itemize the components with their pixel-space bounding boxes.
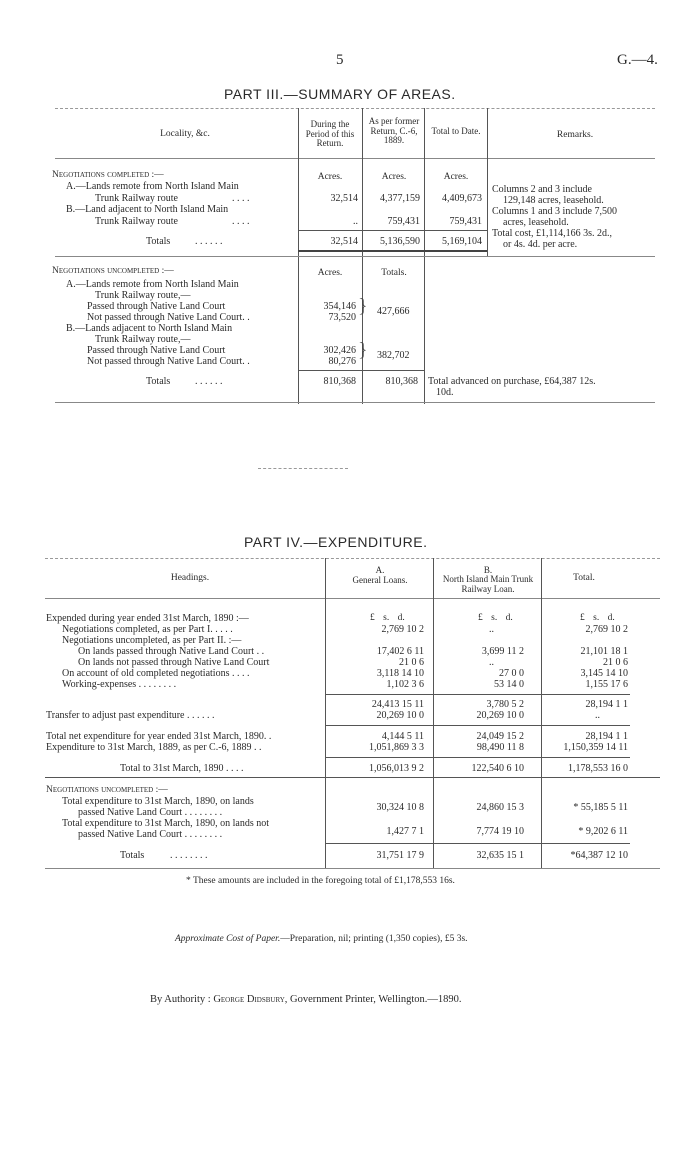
total-rule	[298, 250, 487, 252]
total-to-date-b: 122,540 6 10	[471, 763, 524, 774]
authority-rest: , Government Printer, Wellington.—1890.	[284, 994, 462, 1005]
completed-a-period: 32,514	[330, 193, 358, 204]
cost-of-paper	[175, 934, 468, 945]
sum-rule	[325, 757, 630, 758]
shilling-unit: s.	[383, 613, 390, 623]
uncompleted-remark: Total advanced on purchase, £64,387 12s.	[428, 376, 596, 387]
sum-rule	[325, 694, 630, 695]
exp-row-a: 1,102 3 6	[386, 679, 424, 690]
section-rule	[45, 777, 660, 778]
header-locality: Locality, &c.	[160, 129, 210, 139]
part4-top-rule	[45, 558, 660, 559]
part4-header-rule	[45, 598, 660, 599]
exp-row-total: 3,145 14 10	[580, 668, 628, 679]
shilling-unit: s.	[593, 613, 600, 623]
footnote: * These amounts are included in the foregoing total of £1,178,553 16s.	[186, 876, 455, 886]
exp-row-total: 1,155 17 6	[585, 679, 628, 690]
unit-acres: Acres.	[317, 172, 343, 182]
uncompleted-total-label: Totals	[146, 376, 171, 387]
subtotal-b: 3,780 5 2	[486, 699, 524, 710]
completed-b-label: B.—Land adjacent to North Island Main	[66, 204, 229, 215]
shilling-unit: s.	[491, 613, 498, 623]
unit-totals: Totals.	[381, 268, 407, 278]
exp-row-a: 3,118 14 10	[376, 668, 424, 679]
page-reference: G.—4.	[617, 52, 658, 68]
header-former: As per former Return, C.-6, 1889.	[368, 116, 420, 145]
uncompleted-total-acres: 810,368	[323, 376, 356, 387]
sum-rule	[325, 843, 630, 844]
unc-line2b: passed Native Land Court . . . . . . . .	[78, 829, 223, 840]
uncompleted-a-label: Trunk Railway route,—	[95, 290, 191, 301]
uncompleted-b-label: B.—Lands adjacent to North Island Main	[66, 323, 233, 334]
unc-v1-total: * 55,185 5 11	[573, 802, 628, 813]
uncompleted-b-total: 382,702	[377, 350, 410, 361]
exp-row-label: Expended during year ended 31st March, 1890 :—	[46, 613, 249, 624]
unit-acres: Acres.	[443, 172, 469, 182]
prior-a: 1,051,869 3 3	[369, 742, 424, 753]
subtotal-a: 24,413 15 11	[371, 699, 424, 710]
remark-line: Columns 1 and 3 include 7,500	[492, 206, 617, 217]
uncompleted-a-total: 427,666	[377, 306, 410, 317]
exp-row-total: 2,769 10 2	[585, 624, 628, 635]
unc-totals-a: 31,751 17 9	[376, 850, 424, 861]
remark-line: Total cost, £1,114,166 3s. 2d.,	[492, 228, 613, 239]
subtotal-total: 28,194 1 1	[585, 699, 628, 710]
exp-row-total: 21,101 18 1	[580, 646, 628, 657]
uncompleted-heading: Negotiations uncompleted :—	[52, 266, 174, 276]
part3-bottom-rule	[55, 402, 655, 403]
leader-dots: . . . . . . . .	[170, 850, 208, 861]
sum-rule	[298, 230, 487, 231]
exp-row-b: 3,699 11 2	[481, 646, 524, 657]
net-b: 24,049 15 2	[476, 731, 524, 742]
total-to-date-label: Total to 31st March, 1890 . . . .	[120, 763, 244, 774]
completed-b-label: Trunk Railway route	[95, 216, 178, 227]
header-b2: North Island Main Trunk Railway Loan.	[442, 574, 534, 594]
uncompleted-a-label: A.—Lands remote from North Island Main	[66, 279, 239, 290]
part3-top-rule	[55, 108, 655, 109]
unc-v2-b: 7,774 19 10	[476, 826, 524, 837]
separator	[258, 468, 348, 469]
header-a: A.	[375, 565, 385, 575]
uncompleted-remark: 10d.	[436, 387, 454, 398]
uncompleted-b-not: Not passed through Native Land Court. .	[87, 356, 250, 367]
completed-total-label: Totals	[146, 236, 171, 247]
completed-total-period: 32,514	[330, 236, 358, 247]
part4-title: PART IV.—EXPENDITURE.	[244, 534, 428, 550]
total-to-date-a: 1,056,013 9 2	[369, 763, 424, 774]
total-to-date-total: 1,178,553 16 0	[568, 763, 628, 774]
completed-total-former: 5,136,590	[380, 236, 420, 247]
col-divider	[325, 558, 326, 868]
remark-line: or 4s. 4d. per acre.	[503, 239, 578, 250]
completed-total-total: 5,169,104	[442, 236, 482, 247]
remark-line: 129,148 acres, leasehold.	[503, 195, 604, 206]
transfer-total: ..	[595, 710, 600, 721]
unc-line1b: passed Native Land Court . . . . . . . .	[78, 807, 223, 818]
exp-row-label: On lands passed through Native Land Court . .	[78, 646, 265, 657]
exp-row-a: 2,769 10 2	[381, 624, 424, 635]
exp-row-label: On account of old completed negotiations . . . .	[62, 668, 250, 679]
transfer-label: Transfer to adjust past expenditure . . . . . .	[46, 710, 215, 721]
prior-total: 1,150,359 14 11	[563, 742, 628, 753]
unc-line2: Total expenditure to 31st March, 1890, on lands not	[62, 818, 270, 829]
header-remarks: Remarks.	[556, 130, 594, 140]
part3-title: PART III.—SUMMARY OF AREAS.	[224, 86, 456, 102]
exp-row-label: Negotiations uncompleted, as per Part II. :—	[62, 635, 242, 646]
uncompleted-a-passed-value: 354,146	[323, 301, 356, 312]
remark-line: Columns 2 and 3 include	[492, 184, 592, 195]
unc-line1: Total expenditure to 31st March, 1890, on lands	[62, 796, 254, 807]
lsd-units	[580, 613, 615, 624]
exp-row-b: ..	[489, 657, 494, 668]
net-total: 28,194 1 1	[585, 731, 628, 742]
unc-totals-label: Totals	[120, 850, 145, 861]
unit-acres: Acres.	[381, 172, 407, 182]
unc-v1-a: 30,324 10 8	[376, 802, 424, 813]
net-label: Total net expenditure for year ended 31st March, 1890. .	[46, 731, 272, 742]
transfer-b: 20,269 10 0	[476, 710, 524, 721]
pound-unit: £	[478, 613, 483, 623]
pound-unit: £	[580, 613, 585, 623]
uncompleted-a-not: Not passed through Native Land Court. .	[87, 312, 250, 323]
brace: }	[358, 295, 368, 317]
completed-a-label: A.—Lands remote from North Island Main	[66, 181, 239, 192]
uncompleted-b-passed: Passed through Native Land Court	[87, 345, 226, 356]
uncompleted-a-not-value: 73,520	[328, 312, 356, 323]
completed-a-former: 4,377,159	[380, 193, 420, 204]
unc-v1-b: 24,860 15 3	[476, 802, 524, 813]
pence-unit: d.	[607, 613, 615, 623]
printer-name: George Didsbury	[213, 994, 285, 1005]
pence-unit: d.	[505, 613, 513, 623]
unit-acres: Acres.	[317, 268, 343, 278]
transfer-a: 20,269 10 0	[376, 710, 424, 721]
remark-line: acres, leasehold.	[503, 217, 569, 228]
completed-b-former: 759,431	[387, 216, 420, 227]
authority-line	[150, 994, 462, 1006]
unc-totals-total: *64,387 12 10	[570, 850, 628, 861]
header-period: During the Period of this Return.	[305, 119, 355, 148]
unc-heading: Negotiations uncompleted :—	[46, 785, 168, 795]
lsd-units	[370, 613, 405, 624]
uncompleted-b-label: Trunk Railway route,—	[95, 334, 191, 345]
page-number: 5	[336, 52, 344, 68]
completed-a-total: 4,409,673	[442, 193, 482, 204]
unc-v2-a: 1,427 7 1	[386, 826, 424, 837]
exp-row-b: ..	[489, 624, 494, 635]
lsd-units	[478, 613, 513, 624]
exp-row-a: 21 0 6	[399, 657, 424, 668]
prior-b: 98,490 11 8	[476, 742, 524, 753]
header-a2: General Loans.	[352, 575, 408, 585]
uncompleted-b-passed-value: 302,426	[323, 345, 356, 356]
uncompleted-b-not-value: 80,276	[328, 356, 356, 367]
exp-row-label: Working-expenses . . . . . . . .	[62, 679, 177, 690]
exp-row-b: 53 14 0	[494, 679, 524, 690]
completed-b-total: 759,431	[449, 216, 482, 227]
brace: }	[358, 339, 368, 361]
prior-label: Expenditure to 31st March, 1889, as per C.-6, 1889 . .	[46, 742, 262, 753]
exp-row-b: 27 0 0	[499, 668, 524, 679]
part4-bottom-rule	[45, 868, 660, 869]
section-rule	[55, 256, 655, 257]
pence-unit: d.	[397, 613, 405, 623]
header-headings: Headings.	[170, 573, 210, 583]
exp-row-a: 17,402 6 11	[376, 646, 424, 657]
uncompleted-total-totals: 810,368	[385, 376, 418, 387]
exp-row-label: On lands not passed through Native Land Court	[78, 657, 270, 668]
unc-v2-total: * 9,202 6 11	[578, 826, 628, 837]
header-total: Total to Date.	[431, 126, 481, 136]
unc-totals-b: 32,635 15 1	[476, 850, 524, 861]
completed-a-label: Trunk Railway route	[95, 193, 178, 204]
completed-b-period: ..	[353, 216, 358, 227]
pound-unit: £	[370, 613, 375, 623]
net-a: 4,144 5 11	[381, 731, 424, 742]
uncompleted-a-passed: Passed through Native Land Court	[87, 301, 226, 312]
leader-dots: . . . .	[232, 216, 250, 227]
exp-row-total: 21 0 6	[603, 657, 628, 668]
col-divider	[487, 108, 488, 256]
authority-prefix: By Authority :	[150, 994, 214, 1005]
leader-dots: . . . . . .	[195, 236, 223, 247]
col-divider	[433, 558, 434, 868]
header-b: B.	[483, 565, 493, 575]
completed-heading: Negotiations completed :—	[52, 170, 164, 180]
sum-rule	[298, 370, 424, 371]
cost-prefix: Approximate Cost of Paper.	[175, 934, 281, 944]
sum-rule	[325, 725, 630, 726]
leader-dots: . . . .	[232, 193, 250, 204]
exp-row-label: Negotiations completed, as per Part I. . . . .	[62, 624, 233, 635]
cost-rest: —Preparation, nil; printing (1,350 copies), £5 3s.	[280, 934, 468, 944]
col-divider	[541, 558, 542, 868]
part3-header-rule	[55, 158, 655, 159]
header-total: Total.	[573, 573, 595, 583]
leader-dots: . . . . . .	[195, 376, 223, 387]
